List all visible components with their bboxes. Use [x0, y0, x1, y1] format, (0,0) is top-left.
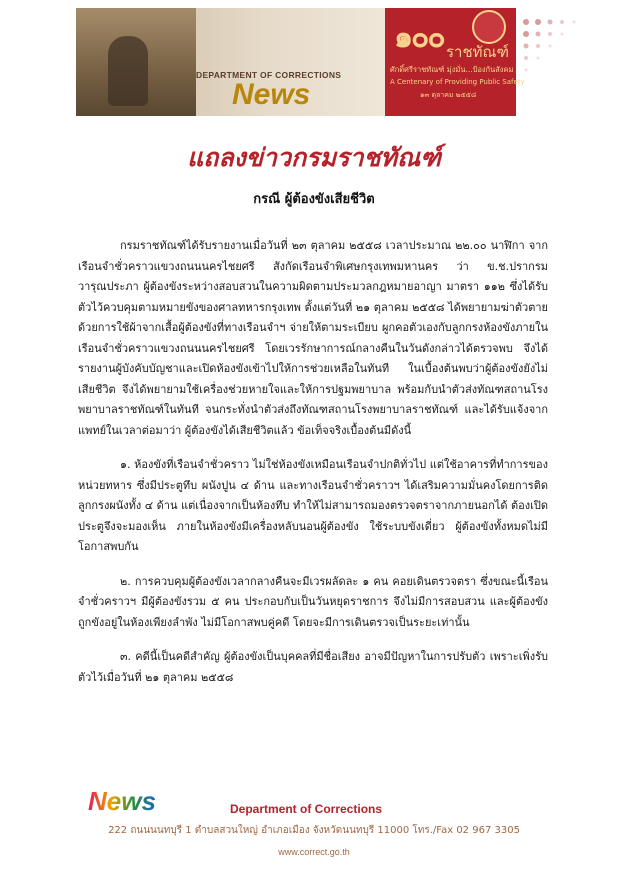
paragraph-fact-2: ๒. การควบคุมผู้ต้องขังเวลากลางคืนจะมีเวรผลัดละ ๑ คน คอยเดินตรวจตรา ซึ่งขณะนี้เรือนจำชั่วคราวฯ มีผู้ต้องขังรวม ๕ คน ประกอบกับเป็นวันหยุดราชการ จึงไม่มีการสอบสวน และผู้ต้องขังถูกขังอยู่ในห้องเพียงลำพัง ไม่มีโอกาสพบคู่คดี โดยจะมีการเดินตรวจเป็นระยะเท่านั้น	[78, 574, 548, 629]
paragraph-fact-1: ๑. ห้องขังที่เรือนจำชั่วคราว ไม่ใช่ห้องขังเหมือนเรือนจำปกติทั่วไป แต่ใช้อาคารที่ทำการของหน่วยทหาร ซึ่งมีประตูทึบ ผนังปูน ๔ ด้าน และทางเรือนจำชั่วคราวฯ ได้เสริมความมั่นคงโดยการติดลูกกรงผนังทั้ง ๔ ด้าน แต่เนื่องจากเป็นห้องทึบ ทำให้ไม่สามารถมองตรวจตราจากภายนอกได้ ต้องเปิดประตูจึงจะมองเห็น ภายในห้องขังมีเครื่องหลับนอนผู้ต้องขัง ใช้ระบบขังเดี่ยว ผู้ต้องขังทั้งหมดไม่มีโอกาสพบกัน	[78, 458, 548, 553]
emblem-word: ราชทัณฑ์	[446, 43, 509, 61]
emblem-motto: ศักดิ์ศรีราชทัณฑ์ มุ่งมั่น...ป้องกันสังคม	[390, 65, 514, 74]
emblem-date: ๑๓ ตุลาคม ๒๕๕๘	[420, 91, 477, 99]
page-subtitle: กรณี ผู้ต้องขังเสียชีวิต	[253, 192, 375, 207]
paragraph-intro: กรมราชทัณฑ์ได้รับรายงานเมื่อวันที่ ๒๓ ตุลาคม ๒๕๕๘ เวลาประมาณ ๒๒.๐๐ นาฬิกา จากเรือนจำชั่วคราวแขวงถนนนครไชยศรี สังกัดเรือนจำพิเศษกรุงเทพมหานคร ว่า ข.ช.ปรากรม วารุณประภา ผู้ต้องขังระหว่างสอบสวนในความผิดตามประมวลกฎหมายอาญา มาตรา ๑๑๒ ซึ่งได้รับตัวไว้ควบคุมตามหมายขังของศาลทหารกรุงเทพ ตั้งแต่วันที่ ๒๑ ตุลาคม ๒๕๕๘ ได้พยายามฆ่าตัวตายด้วยการใช้ผ้าจากเสื้อผู้ต้องขังที่ทางเรือนจำฯ จ่ายให้ตามระเบียบ ผูกคอตัวเองกับลูกกรงห้องขังภายในเรือนจำชั่วคราวแขวงถนนนครไชยศรี โดยเวรรักษาการณ์กลางคืนในวันดังกล่าวได้ตรวจพบ จึงได้รายงานผู้บังคับบัญชาและเปิดห้องขังเข้าไปให้การช่วยเหลือในทันที ในเบื้องต้นพบว่าผู้ต้องขังยังไม่เสียชีวิต จึงได้พยายามใช้เครื่องช่วยหายใจและให้การปฐมพยาบาล พร้อมกับนำตัวส่งทัณฑสถานโรงพยาบาลราชทัณฑ์ในทันที จนกระทั่งนำตัวส่งถึงทัณฑสถานโรงพยาบาลราชทัณฑ์ และได้รับแจ้งจากแพทย์ในเวลาต่อมาว่า ผู้ต้องขังได้เสียชีวิตแล้ว ข้อเท็จจริงเบื้องต้นมีดังนี้	[78, 239, 548, 437]
banner-news-word: News	[232, 78, 311, 111]
centenary-number: ๑๐๐	[394, 20, 444, 55]
officer-photo	[76, 8, 196, 116]
footer-department: Department of Corrections	[230, 802, 383, 816]
emblem-english: A Centenary of Providing Public Safety	[390, 78, 525, 86]
paragraph-fact-3: ๓. คดีนี้เป็นคดีสำคัญ ผู้ต้องขังเป็นบุคคลที่มีชื่อเสียง อาจมีปัญหาในการปรับตัว เพราะเพิ่งรับตัวไว้เมื่อวันที่ ๒๑ ตุลาคม ๒๕๕๘	[78, 650, 548, 684]
decorative-dots-icon	[516, 12, 586, 112]
department-seal-icon	[472, 10, 506, 44]
footer-website-link[interactable]: www.correct.go.th	[278, 847, 350, 857]
footer-address: 222 ถนนนนทบุรี 1 ตำบลสวนใหญ่ อำเภอเมือง จังหวัดนนทบุรี 11000 โทร./Fax 02 967 3305	[108, 825, 520, 836]
page-title: แถลงข่าวกรมราชทัณฑ์	[187, 143, 441, 172]
press-release-body	[78, 236, 548, 702]
footer-news-word: News	[88, 786, 156, 816]
footer-news-logo	[88, 786, 156, 817]
banner-department-title: DEPARTMENT OF CORRECTIONS	[196, 70, 342, 80]
